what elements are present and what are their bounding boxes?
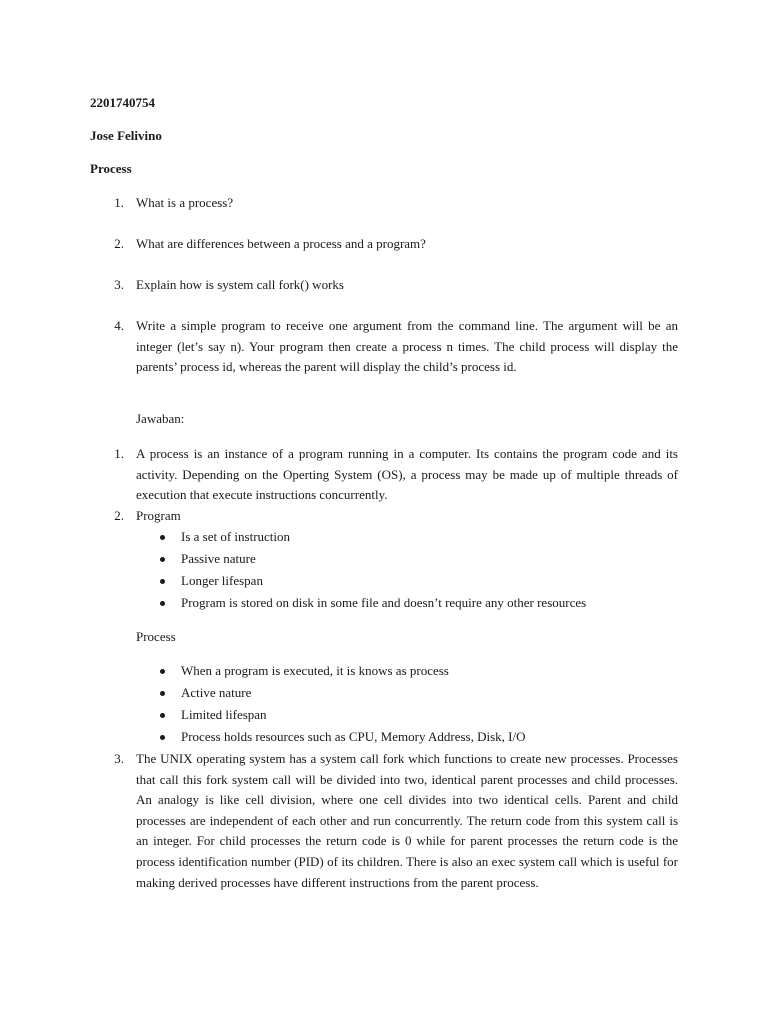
question-text: Explain how is system call fork() works <box>136 277 344 292</box>
question-number: 4. <box>114 318 124 333</box>
bullet-icon <box>160 735 165 740</box>
list-item-text: Passive nature <box>181 551 256 566</box>
question-number: 1. <box>114 195 124 210</box>
question-text: What is a process? <box>136 195 234 210</box>
bullet-icon <box>160 713 165 718</box>
student-name: Jose Felivino <box>90 128 162 143</box>
list-item-text: Process holds resources such as CPU, Memory Address, Disk, I/O <box>181 729 526 744</box>
question-text: Write a simple program to receive one argument from the command line. The argument will be an integer (let’s say n). Your program then create a process n times. The child process will display the parents’ process id, whereas the parent will display the child’s process id. <box>136 318 678 375</box>
student-id: 2201740754 <box>90 95 155 110</box>
answers-label: Jawaban: <box>136 411 185 426</box>
answer-text: A process is an instance of a program running in a computer. Its contains the program code and its activity. Depending on the Operting System (OS), a process may be made up of multiple threads of execution that execute instructions concurrently. <box>136 446 678 503</box>
bullet-icon <box>160 601 165 606</box>
bullet-icon <box>160 691 165 696</box>
answer-number: 2. <box>114 508 124 523</box>
bullet-icon <box>160 669 165 674</box>
process-label: Process <box>136 629 176 644</box>
bullet-icon <box>160 557 165 562</box>
bullet-icon <box>160 535 165 540</box>
list-item-text: Limited lifespan <box>181 707 267 722</box>
page-title: Process <box>90 161 132 176</box>
question-number: 2. <box>114 236 124 251</box>
list-item-text: Active nature <box>181 685 252 700</box>
list-item-text: Is a set of instruction <box>181 529 291 544</box>
list-item-text: Longer lifespan <box>181 573 263 588</box>
answer-text: The UNIX operating system has a system call fork which functions to create new processes. Processes that call this fork system call will be divided into two, identical parent processes and child processes. An analogy is like cell division, where one cell divides into two identical cells. Parent and child processes are independent of each other and run concurrently. The return code from this system call is an integer. For child processes the return code is 0 while for parent processes the return code is the process identification number (PID) of its children. There is also an exec system call which is useful for making derived processes have different instructions from the parent process. <box>136 751 678 890</box>
answer-number: 3. <box>114 751 124 766</box>
question-text: What are differences between a process and a program? <box>136 236 426 251</box>
list-item-text: Program is stored on disk in some file and doesn’t require any other resources <box>181 595 587 610</box>
program-label: Program <box>136 508 181 523</box>
question-number: 3. <box>114 277 124 292</box>
bullet-icon <box>160 579 165 584</box>
answer-number: 1. <box>114 446 124 461</box>
list-item-text: When a program is executed, it is knows as process <box>181 663 449 678</box>
